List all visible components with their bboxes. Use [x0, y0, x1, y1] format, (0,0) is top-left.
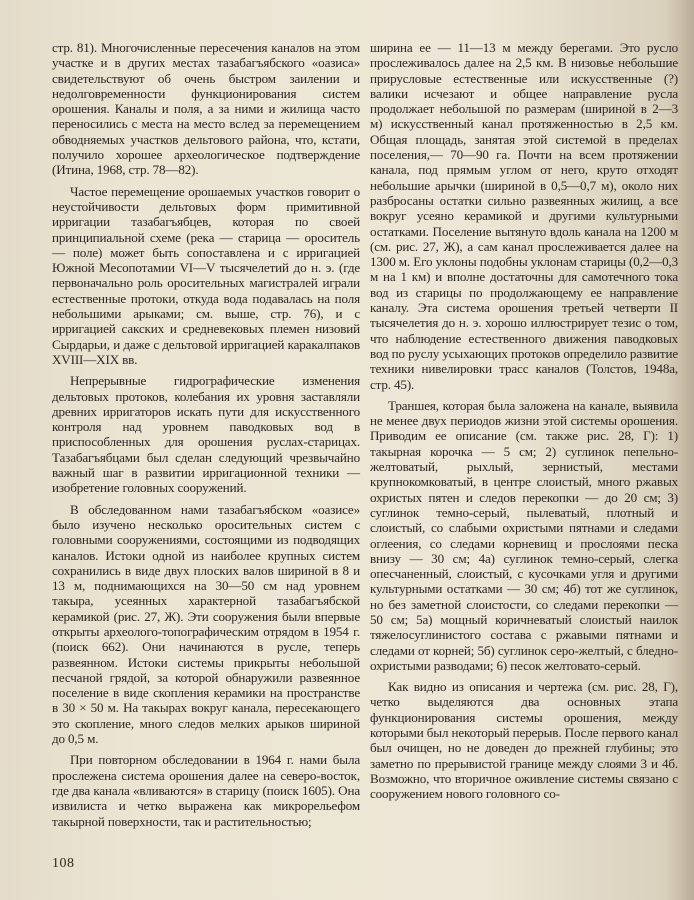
paragraph: стр. 81). Многочисленные пересечения каналов на этом участке и в других местах тазабагъябского «оазиса» свидетельствуют об очень быстром заилении и недолговременности функционирования систем орошения. Каналы и поля, а за ними и жилища часто переносились с места на место вслед за перемещением обводняемых участков дельтового района, что, кстати, получило хорошее археологическое подтверждение (Итина, 1968, стр. 78—82). — [52, 40, 360, 178]
page-number: 108 — [52, 856, 75, 871]
paragraph: ширина ее — 11—13 м между берегами. Это русло прослеживалось далее на 2,5 км. В низовье небольшие прирусловые естественные или искусственные (?) валики исчезают и общее направление русла продолжает небольшой по размерам (шириной в 2—3 м) искусственный канал протяженностью в 2,5 км. Общая площадь, занятая этой системой в пределах поселения,— 70—90 га. Почти на всем протяжении канала, под прямым углом от него, круто отходят небольшие арычки (шириной в 0,5—0,7 м), около них разбросаны остатки сильно развеянных жилищ, а все вокруг усеяно керамикой и другими культурными остатками. Поселение вытянуто вдоль канала на 1200 м (см. рис. 27, Ж), а сам канал прослеживается далее на 1300 м. Его уклоны подобны уклонам старицы (0,2—0,3 м на 1 км) и вполне достаточны для самотечного тока вод из старицы по продолжающему ее направление каналу. Эта система орошения третьей четверти II тысячелетия до н. э. хорошо иллюстрирует тезис о том, что наблюдение естественного движения паводковых вод по руслу усыхающих протоков определило развитие техники нивелировки трасс каналов (Толстов, 1948а, стр. 45). — [370, 40, 678, 392]
paragraph: В обследованном нами тазабагъябском «оазисе» было изучено несколько оросительных систем с головными сооружениями, состоящими из подводящих каналов. Истоки одной из наиболее крупных систем сохранились в виде двух плоских валов шириной в 8 и 13 м, поднимающихся на 30—50 см над уровнем такыра, усеянных характерной тазабагъябской керамикой (рис. 27, Ж). Эти сооружения были впервые открыты археолого-топографическим отрядом в 1954 г. (поиск 662). Они начинаются в русле, теперь развеянном. Истоки системы прикрыты небольшой песчаной грядой, за которой обнаружили развеянное поселение в виде скопления керамики на пространстве в 30 × 50 м. На такырах вокруг канала, пересекающего это скопление, много следов мелких арыков шириной до 0,5 м. — [52, 501, 360, 747]
paragraph: При повторном обследовании в 1964 г. нами была прослежена система орошения далее на северо-восток, где два канала «вливаются» в старицу (поиск 1605). Она извилиста и четко выражена как микрорельефом такырной поверхности, так и растительностью; — [52, 752, 360, 829]
right-column — [370, 40, 678, 808]
paragraph: Траншея, которая была заложена на канале, выявила не менее двух периодов жизни этой системы орошения. Приводим ее описание (см. также рис. 28, Г): 1) такырная корочка — 5 см; 2) суглинок пепельно-желтоватый, рыхлый, зернистый, местами крупнокомковатый, в центре слоистый, много ржавых охристых пятен и следов перекопки — до 20 см; 3) суглинок темно-серый, пылеватый, плотный и слоистый, со слабыми охристыми пятнами и следами оглеения, со следами корневищ и прослоями песка внизу — 30 см; 4а) суглинок темно-серый, слегка опесчаненный, слоистый, с кусочками угля и другими культурными остатками — 30 см; 4б) тот же суглинок, но без заметной слоистости, со следами перекопки — 50 см; 5а) мощный коричневатый слоистый наилок тяжелосуглинистого состава с ржавыми пятнами и следами от корней; 5б) суглинок серо-желтый, с бледно-охристыми разводами; 6) песок желтовато-серый. — [370, 397, 678, 673]
paragraph: Частое перемещение орошаемых участков говорит о неустойчивости дельтовых форм примитивной ирригации тазабагъябцев, которая по своей принципиальной схеме (река — старица — ороситель — поле) может быть сопоставлена и с ирригацией Южной Месопотамии VI—V тысячелетий до н. э. (где первоначально роль оросительных магистралей играли естественные протоки, откуда вода подавалась на поля небольшими арыками; см. выше, стр. 76), и с ирригацией сакских и средневековых племен низовий Сырдарьи, и даже с дельтовой ирригацией каракалпаков XVIII—XIX вв. — [52, 183, 360, 367]
paragraph: Непрерывные гидрографические изменения дельтовых протоков, колебания их уровня заставляли древних ирригаторов искать пути для искусственного контроля над уровнем паводковых вод в приспособленных для орошения руслах-старицах. Тазабагъябцами был сделан следующий чрезвычайно важный шаг в развитии ирригационной техники — изобретение головных сооружений. — [52, 373, 360, 496]
paragraph: Как видно из описания и чертежа (см. рис. 28, Г), четко выделяются два основных этапа функционирования системы орошения, между которыми был некоторый перерыв. После первого канал был очищен, но не доведен до прежней глубины; это заметно по прерывистой границе между слоями 3 и 4б. Возможно, что вторичное оживление системы связано с сооружением нового головного со- — [370, 679, 678, 802]
left-column — [52, 40, 360, 835]
